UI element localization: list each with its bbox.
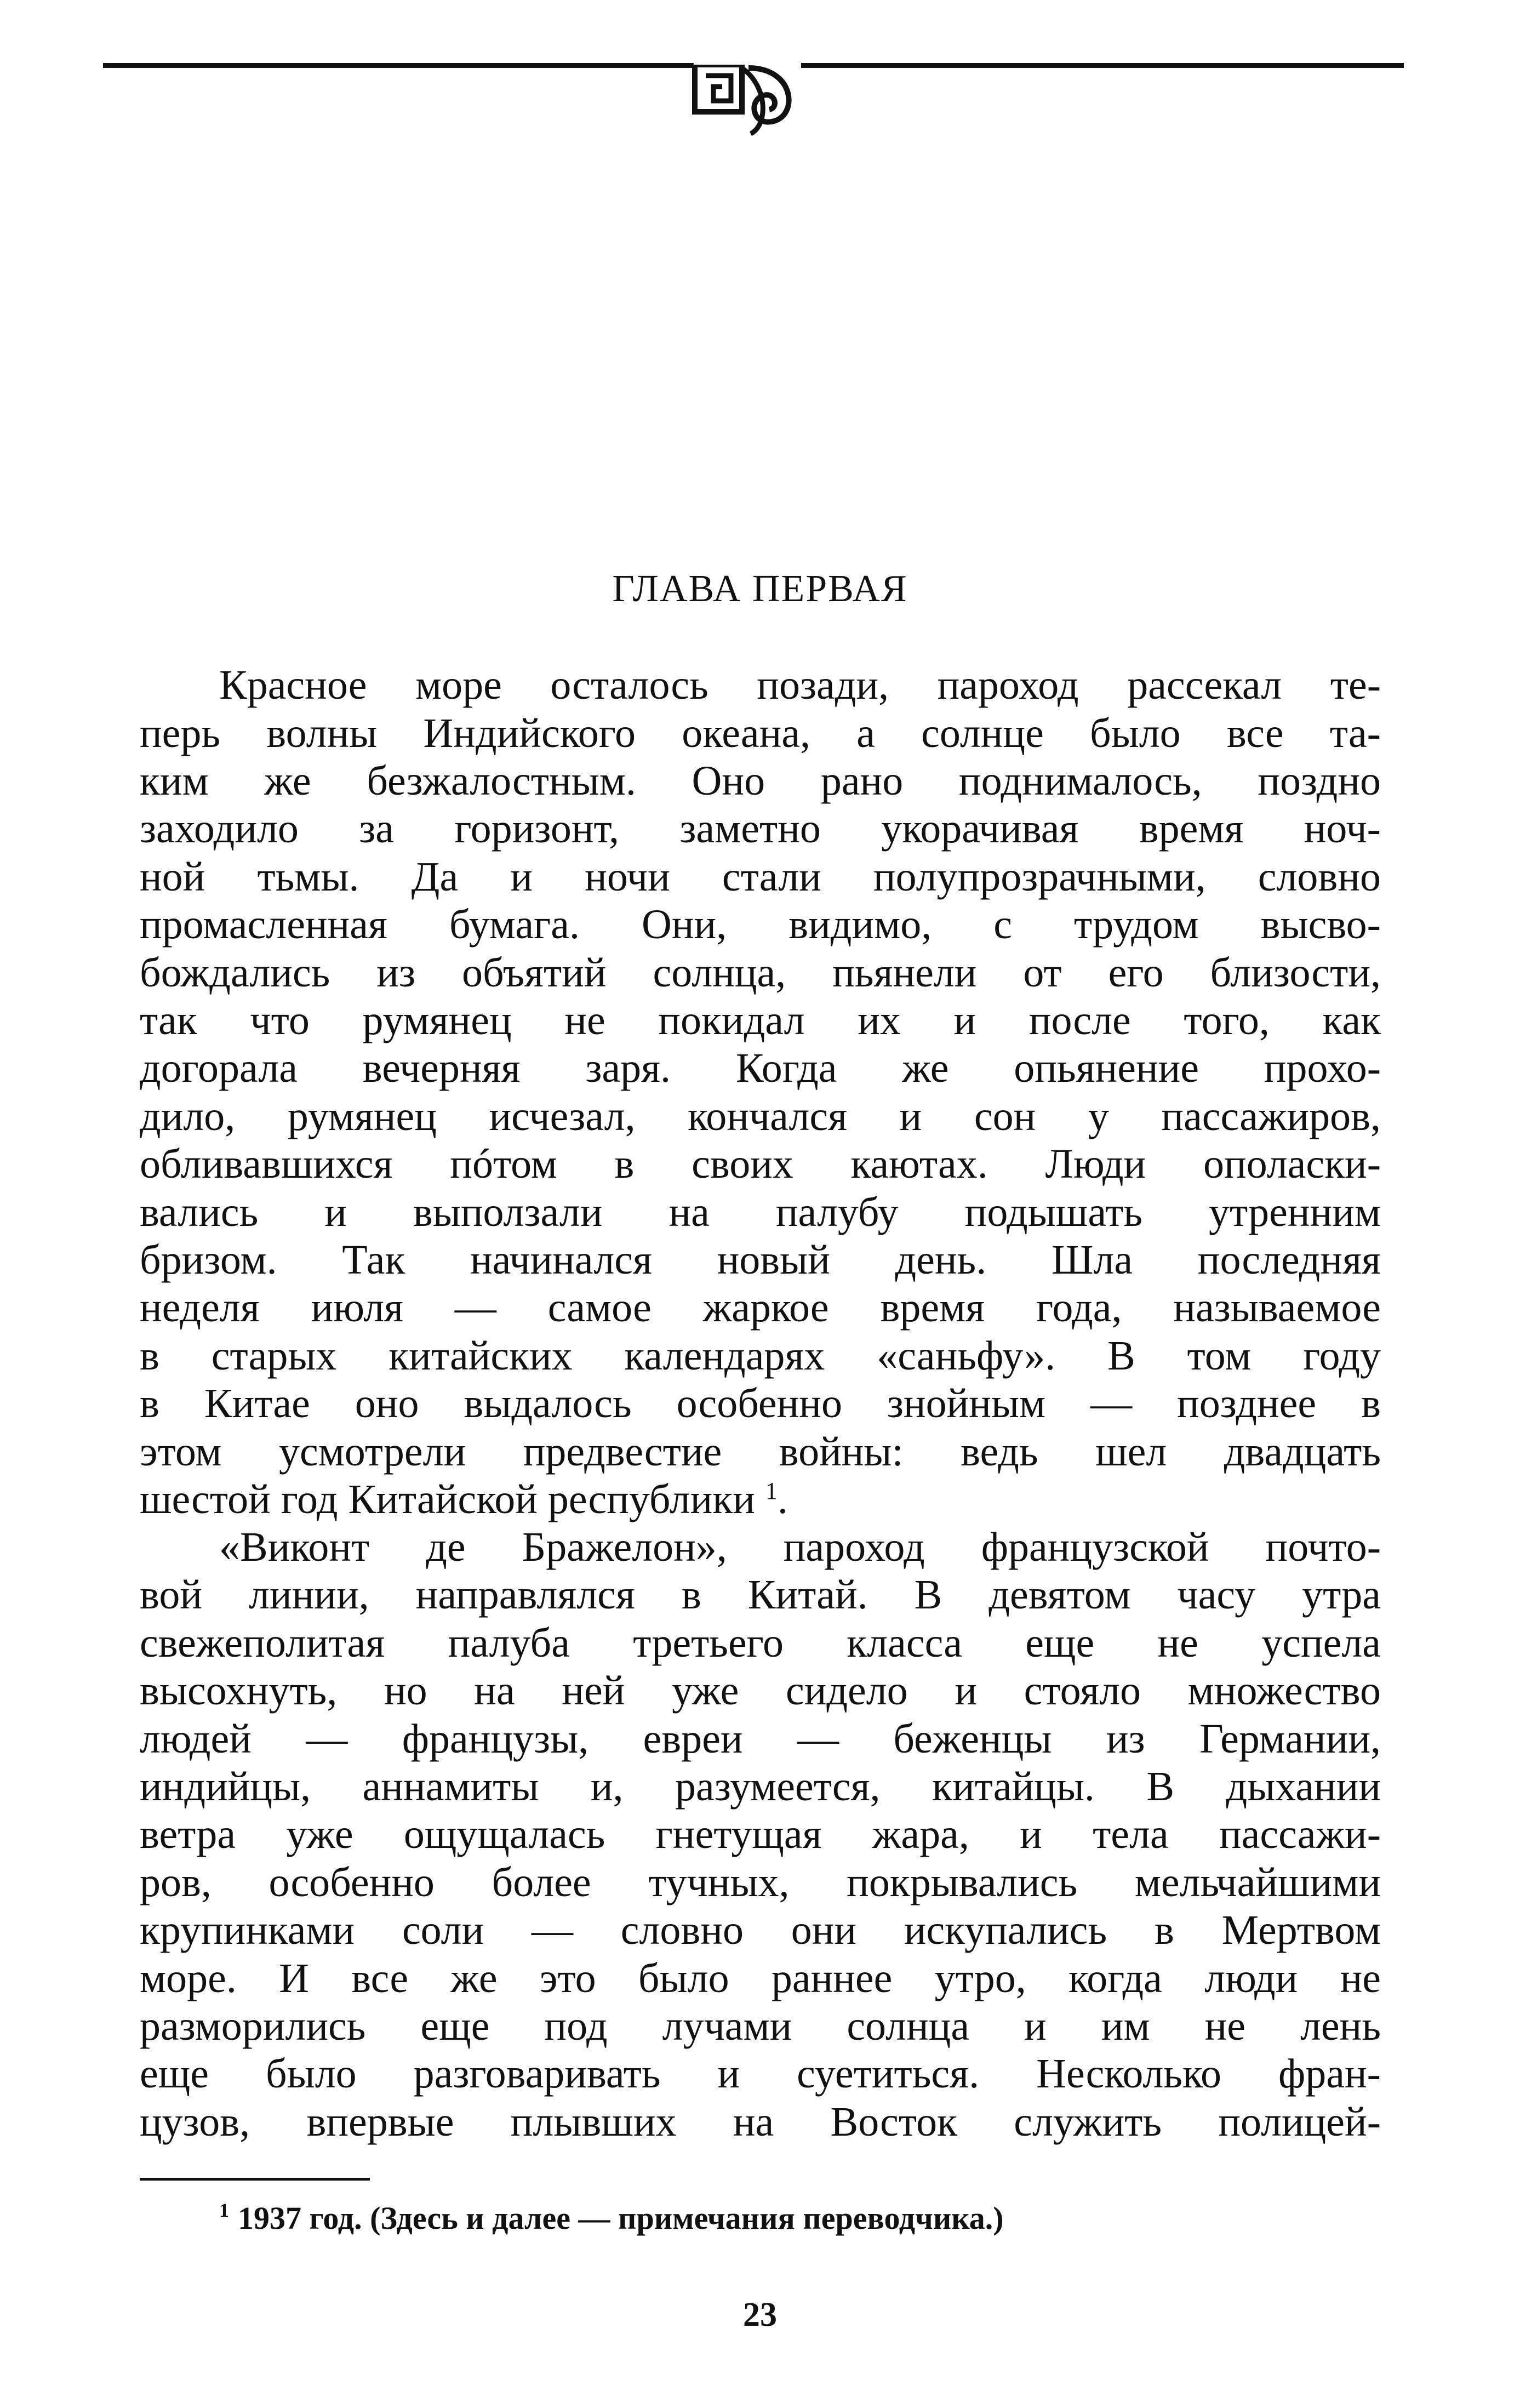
header-rule-left [103, 63, 694, 68]
text-line: людей — французы, евреи — беженцы из Германии, [140, 1716, 1381, 1762]
text-line: перь волны Индийского океана, а солнце было все та- [140, 710, 1381, 756]
text-line: ким же безжалостным. Оно рано поднималось, поздно [140, 758, 1381, 804]
footnote-marker: 1 [219, 2199, 229, 2221]
ornament-icon [692, 65, 804, 136]
text-line: заходило за горизонт, заметно укорачивая время ноч- [140, 806, 1381, 852]
text-line: вались и выползали на палубу подышать утренним [140, 1189, 1381, 1235]
text-line: «Виконт де Бражелон», пароход французской почто- [219, 1524, 1381, 1570]
text-line: море. И все же это было раннее утро, когда люди не [140, 1955, 1381, 2001]
text-line [140, 1476, 1381, 1522]
text-line: вой линии, направлялся в Китай. В девятом часу утра [140, 1572, 1381, 1618]
text-line: высохнуть, но на ней уже сидело и стояло множество [140, 1668, 1381, 1714]
text-line: крупинками соли — словно они искупались в Мертвом [140, 1907, 1381, 1953]
text-line: Красное море осталось позади, пароход рассекал те- [219, 662, 1381, 708]
text-line: в старых китайских календарях «саньфу». В том году [140, 1333, 1381, 1379]
text-line: индийцы, аннамиты и, разумеется, китайцы. В дыхании [140, 1764, 1381, 1810]
text-line: еще было разговаривать и суетиться. Несколько фран- [140, 2051, 1381, 2097]
text-line: цузов, впервые плывших на Восток служить полицей- [140, 2099, 1381, 2145]
sentence-end: . [777, 1476, 788, 1522]
text-line: неделя июля — самое жаркое время года, называемое [140, 1285, 1381, 1331]
text-line-content: шестой год Китайской республики [140, 1476, 755, 1522]
footnote-text: 1937 год. (Здесь и далее — примечания переводчика.) [238, 2200, 1004, 2236]
text-line: так что румянец не покидал их и после того, как [140, 997, 1381, 1043]
chapter-title: ГЛАВА ПЕРВАЯ [612, 568, 908, 610]
text-line: этом усмотрели предвестие войны: ведь шел двадцать [140, 1429, 1381, 1475]
text-line: ветра уже ощущалась гнетущая жара, и тела пассажи- [140, 1811, 1381, 1857]
text-line: в Китае оно выдалось особенно знойным — позднее в [140, 1380, 1381, 1426]
header-rule-right [801, 63, 1404, 68]
page-number: 23 [743, 2296, 777, 2333]
text-line: свежеполитая палуба третьего класса еще не успела [140, 1620, 1381, 1666]
text-line: бождались из объятий солнца, пьянели от его близости, [140, 950, 1381, 996]
footnote [219, 2199, 1004, 2236]
text-line: дило, румянец исчезал, кончался и сон у пассажиров, [140, 1093, 1381, 1139]
footnote-divider [140, 2178, 370, 2181]
text-line: ров, особенно более тучных, покрывались мельчайшими [140, 1859, 1381, 1905]
text-line: обливавшихся пóтом в своих каютах. Люди ополаски- [140, 1141, 1381, 1187]
text-line: промасленная бумага. Они, видимо, с трудом высво- [140, 901, 1381, 948]
text-line: догорала вечерняя заря. Когда же опьянение прохо- [140, 1045, 1381, 1091]
text-line: разморились еще под лучами солнца и им не лень [140, 2003, 1381, 2049]
text-line: бризом. Так начинался новый день. Шла последняя [140, 1237, 1381, 1283]
text-line: ной тьмы. Да и ночи стали полупрозрачными, словно [140, 854, 1381, 900]
footnote-reference[interactable]: 1 [765, 1477, 778, 1504]
